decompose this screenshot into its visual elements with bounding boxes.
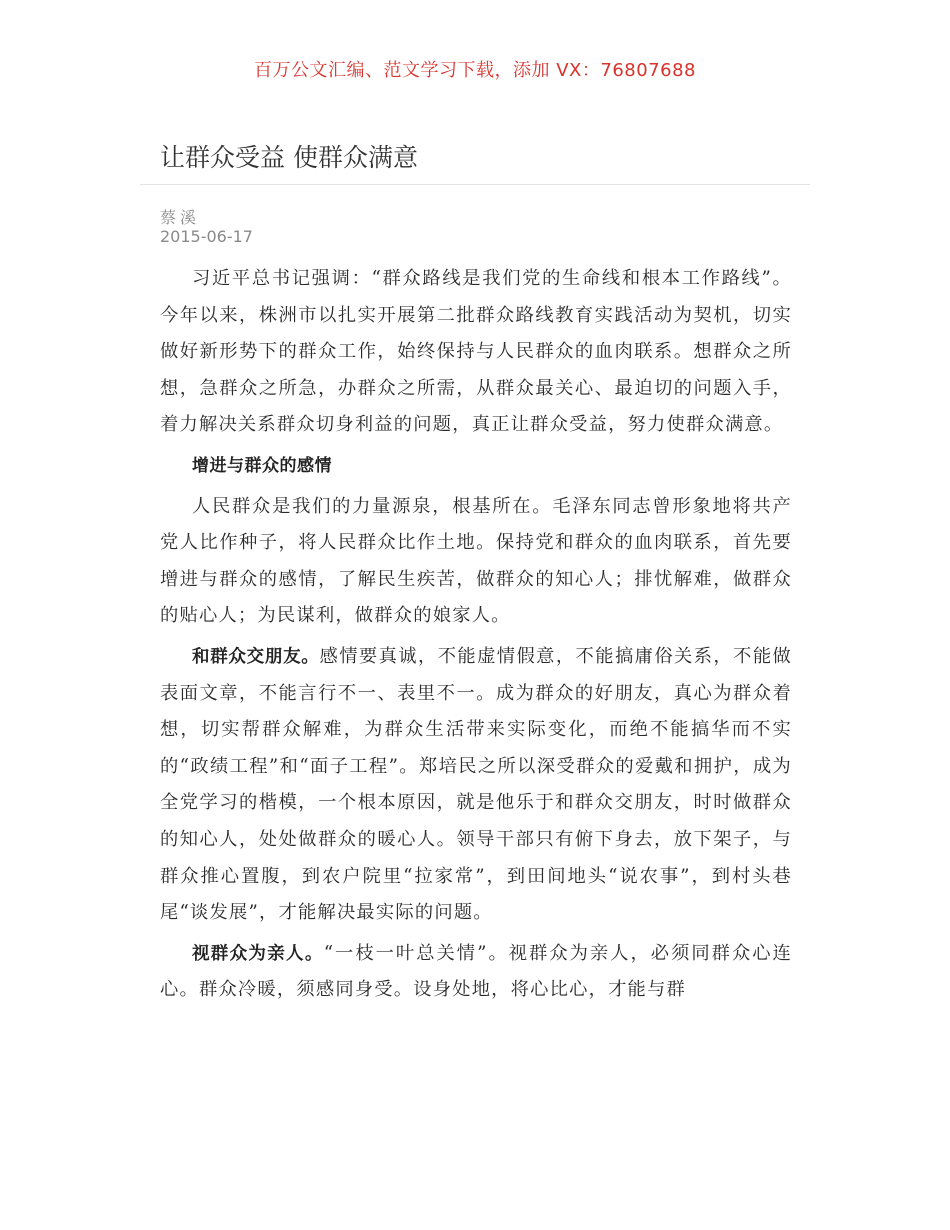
paragraph-make-friends xyxy=(160,639,792,932)
article-title: 让群众受益 使群众满意 xyxy=(160,143,418,172)
paragraph-body-make-friends: 感情要真诚，不能虚情假意，不能搞庸俗关系，不能做表面文章，不能言行不一、表里不一。成为群众的好朋友，真心为群众着想，切实帮群众解难，为群众生活带来实际变化，而绝不能搞华而不实的“政绩工程”和“面子工程”。郑培民之所以深受群众的爱戴和拥护，成为全党学习的楷模，一个根本原因，就是他乐于和群众交朋友，时时做群众的知心人，处处做群众的暖心人。领导干部只有俯下身去，放下架子，与群众推心置腹，到农户院里“拉家常”，到田间地头“说农事”，到村头巷尾“谈发展”，才能解决最实际的问题。 xyxy=(160,645,793,924)
article-author: 蔡溪 xyxy=(160,208,201,227)
paragraph-source-of-strength: 人民群众是我们的力量源泉，根基所在。毛泽东同志曾形象地将共产党人比作种子，将人民群众比作土地。保持党和群众的血肉联系，首先要增进与群众的感情，了解民生疾苦，做群众的知心人；排忧解难，做群众的贴心人；为民谋利，做群众的娘家人。 xyxy=(160,495,792,627)
paragraph-intro: 习近平总书记强调：“群众路线是我们党的生命线和根本工作路线”。今年以来，株洲市以扎实开展第二批群众路线教育实践活动为契机，切实做好新形势下的群众工作，始终保持与人民群众的血肉联系。想群众之所想，急群众之所急，办群众之所需，从群众最关心、最迫切的问题入手，着力解决关系群众切身利益的问题，真正让群众受益，努力使群众满意。 xyxy=(160,268,792,436)
article-date: 2015-06-17 xyxy=(160,227,253,246)
section-heading: 增进与群众的感情 xyxy=(192,455,332,476)
paragraph-lead-make-friends: 和群众交朋友。 xyxy=(192,646,320,667)
paragraph-treat-as-family xyxy=(160,936,792,1009)
article-body xyxy=(160,261,792,1013)
paragraph-body-treat-as-family: “一枝一叶总关情”。视群众为亲人，必须同群众心连心。群众冷暖，须感同身受。设身处地，将心比心，才能与群 xyxy=(160,942,793,1001)
watermark-banner: 百万公文汇编、范文学习下载，添加 VX：76807688 xyxy=(254,60,696,81)
title-divider xyxy=(140,184,810,185)
paragraph-lead-treat-as-family: 视群众为亲人。 xyxy=(192,943,324,964)
